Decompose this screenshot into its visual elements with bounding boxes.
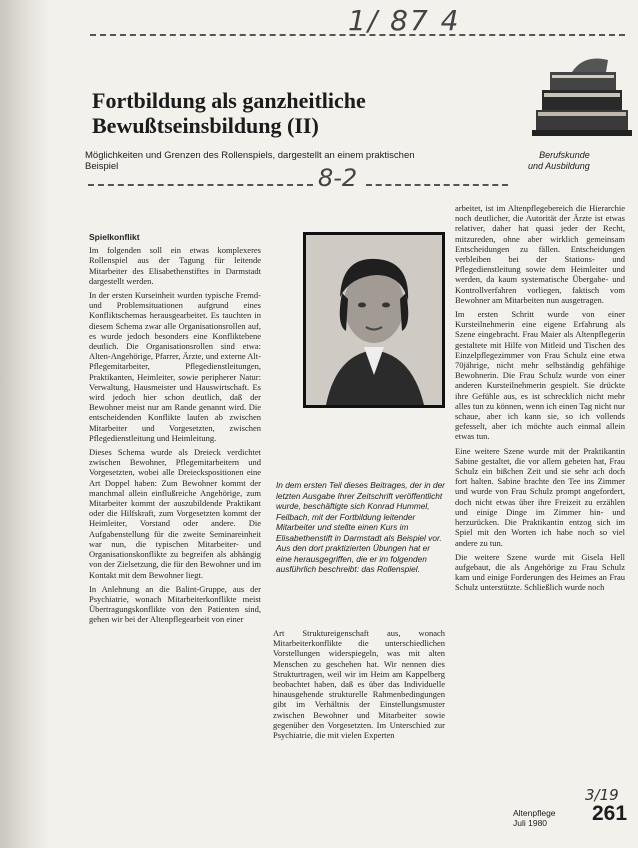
- paragraph: Eine weitere Szene wurde mit der Praktikantin Sabine gestaltet, die vor allem gebeten hat, Frau Schulz ein bißchen Zeit und sie sehr ach doch fort halten. Sabine brachte den Tee ins Zimmer und wurde von Frau Schulz prompt angefordert, doch nicht etwas über ihre Freizeit zu erzählen und einige Dinge im Zimmer hin- und herzurücken. Die Praktikantin entzog sich im Spiel mit den Worten ich habe noch so viel andere zu tun.: [455, 445, 625, 548]
- paragraph: Im folgenden soll ein etwas komplexeres Rollenspiel aus der Tagung für leitende Mitarbeiter des Elisabethenstiftes in Darmstadt dargestellt werden.: [89, 245, 261, 286]
- article-column-3: [455, 203, 625, 597]
- journal-name: Altenpflege: [513, 808, 556, 818]
- title-line-1: Fortbildung als ganzheitliche: [92, 88, 366, 113]
- author-portrait-photo: [303, 232, 445, 408]
- handwritten-page-note: 3/19: [585, 786, 619, 804]
- section-dashed-rule-left: [88, 184, 313, 186]
- paragraph: Art Struktureigenschaft aus, wonach Mitarbeiterkonflikte die unterschiedlichen Vorstellungen widerspiegeln, was mit alten Menschen zu geschehen hat. Wir nennen dies Strukturtragen, weil wir im Heim am Kappelberg beobachtet haben, daß es über das Individuelle hinausgehende strukturelle Rahmenbedingungen gibt im Verhältnis der Einstellungsmuster zwischen Bewohner und Mitarbeiter sowie gegenüber den Vorgesetzten. Im Unterschied zur Psychiatrie, die mit vielen Experten: [273, 628, 445, 741]
- article-subtitle: Möglichkeiten und Grenzen des Rollenspiels, dargestellt an einem praktischen Beispiel: [85, 150, 415, 172]
- paragraph: In Anlehnung an die Balint-Gruppe, aus der Psychiatrie, wonach Mitarbeiterkonflikte meist Übertragungskonflikte von den Patienten sind, gehen wir bei der Altenpflegearbeit von einer: [89, 583, 261, 625]
- article-column-2: [273, 628, 445, 744]
- category-line-1: Berufskunde: [539, 150, 590, 160]
- paragraph: Im ersten Schritt wurde von einer Kursteilnehmerin eine eigene Erfahrung als Szene eingebracht. Frau Maier als Altenpflegerin gestaltete mit Hilfe von Mitleid und Tischen des Einzelpflegezimmer von Frau Schulz eine etwa 70jährige, nicht mehr selbständig gehfähige Bewohnerin. Die Frau Schulz wurde von einer anderen Kursteilnehmerin gespielt. Sie drückte ihre Gefühle aus, es ist schrecklich nicht mehr alles tun zu können, wenn ich einen Tag nicht nur schaue, aber ich kann sie, so ich vollends gefesselt, aber ich möchte auch einmal allein etwas tun.: [455, 309, 625, 442]
- photo-caption-intro: In dem ersten Teil dieses Beitrages, der in der letzten Ausgabe Ihrer Zeitschrift veröffentlicht wurde, beschäftigte sich Konrad Hummel, Feilbach, mit der Fortbildung leitender Mitarbeiter und stellte einen Kurs im Elisabethenstift in Darmstadt als Beispiel vor. Aus den dort praktizierten Übungen hat er eine herausgegriffen, die er im folgenden ausführlich beschreibt: das Rollenspiel.: [276, 480, 445, 574]
- category-label: [528, 150, 590, 172]
- category-line-2: und Ausbildung: [528, 161, 590, 171]
- issue-date: Juli 1980: [513, 818, 548, 828]
- top-dashed-rule: [90, 34, 625, 36]
- handwritten-note: 8-2: [318, 164, 358, 192]
- article-column-1: [89, 232, 261, 629]
- title-line-2: Bewußtseinsbildung (II): [92, 113, 319, 138]
- paragraph: arbeitet, ist im Altenpflegebereich die Hierarchie noch deutlicher, die Autorität der Ärzte ist etwas relativer, daher hat quasi jeder der Recht, mitzureden, ohne aber wirklich gemeinsam Entscheidungen zu fällen. Entscheidungen verbleiben bei der Stations- und Pflegedienstleitung sowie dem Heimleiter und werden, da kaum systematische Übergabe- und Kontrollverfahren vorliegen, faktisch vom Bewohner am Mitarbeiten nun ausgetragen.: [455, 203, 625, 305]
- article-title: [92, 88, 366, 138]
- handwritten-archive-number: 1/ 87 4: [348, 4, 461, 37]
- section-heading: Spielkonflikt: [89, 232, 140, 242]
- portrait-drawing: [306, 235, 442, 405]
- paragraph: In der ersten Kurseinheit wurden typische Fremd- und Problemsituationen aufgrund eines Konfliktschemas herausgearbeitet. Es tauchten in diesem Schema zwar alle Organisationsrollen auf, es wurde jedoch besonders eine Konfliktebene deutlich. Die Organisationsrollen sind etwa: Alten-Angehörige, Pfarrer, Ärzte, und externe Alt-Pflegemitarbeiter, Pflegedienstleitungen, Praktikanten, Heimleiter, sowie peripherer Natur: Verwaltung, Hausmeister und Hauswirtschaft. Es wird jedoch hier schon deutlich, daß der Bewohner meist nur am Rande genannt wird. Die entscheidenden Konflikte laufen ab zwischen Mitarbeiter und Vorgesetzten, zwischen Pflegedienstleitung und Heimleitung.: [89, 290, 261, 443]
- page-binding-shadow: [0, 0, 50, 848]
- page-number: 261: [592, 802, 628, 825]
- journal-footer: [513, 808, 556, 828]
- paragraph: Die weitere Szene wurde mit Gisela Hell aufgebaut, die als Angehörige zu Frau Schulz kam und einige Forderungen des Heimes an Frau Schulz unterstützte. Schließlich wurde noch: [455, 551, 625, 593]
- stacked-books-illustration: [532, 52, 632, 144]
- section-dashed-rule-right: [366, 184, 508, 186]
- paragraph: Dieses Schema wurde als Dreieck verdichtet zwischen Bewohner, Pflegemitarbeitern und Vorgesetzten, wobei alle Dreieckspositionen eine Art Doppel haben: Zum Bewohner kommt der manchmal allein einflußreiche Angehörige, zum Mitarbeiter kommt der auszubildende Praktikant oder die Hilfskraft, zum Vorgesetzten kommt der Heimleiter, Vorstand oder andere. Die Aufgabenstellung für die zweite Seminareinheit war nun, die typischen Mitarbeiter- und Organisationskonflikte zu begreifen als abhängig von der Zielsetzung, die für den Bewohner und im Kontakt mit dem Bewohner liegt.: [89, 447, 261, 580]
